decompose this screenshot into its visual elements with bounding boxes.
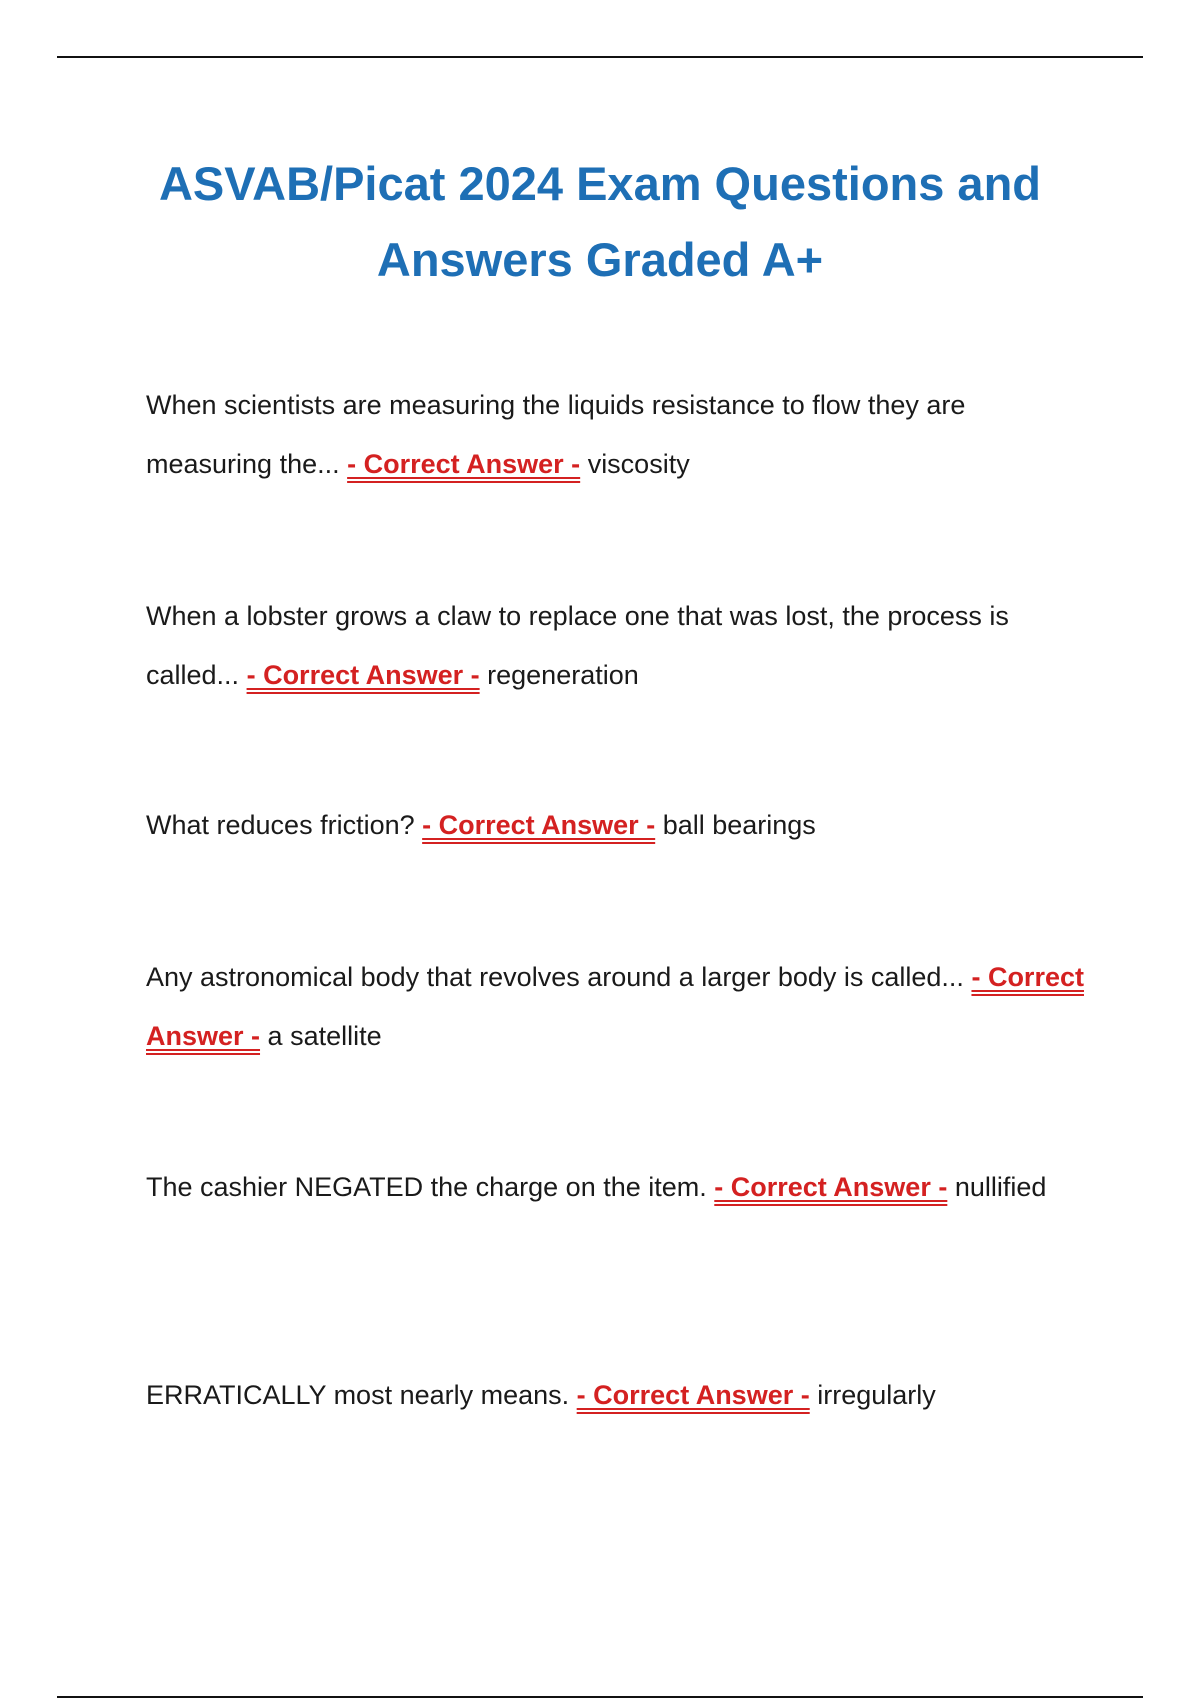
question-text: The cashier NEGATED the charge on the item. [146,1172,707,1202]
question-text: When a lobster grows a claw to replace one that was lost, the process is called... [146,601,1009,690]
qa-item-2 [146,587,1086,705]
correct-answer-marker: - Correct Answer - [422,810,656,840]
qa-item-4 [146,948,1086,1066]
qa-item-6 [146,1366,1086,1425]
qa-item-5 [146,1158,1086,1217]
answer-text: ball bearings [662,810,816,840]
correct-answer-marker: - Correct Answer - [146,962,1084,1051]
question-text: When scientists are measuring the liquids resistance to flow they are measuring the... [146,390,966,479]
question-text: ERRATICALLY most nearly means. [146,1380,570,1410]
correct-answer-marker: - Correct Answer - [714,1172,948,1202]
correct-answer-marker: - Correct Answer - [246,660,480,690]
answer-text: viscosity [587,449,690,479]
question-text: Any astronomical body that revolves around a larger body is called... [146,962,964,992]
correct-answer-marker: - Correct Answer - [347,449,581,479]
answer-text: a satellite [267,1021,382,1051]
qa-item-3 [146,796,1086,855]
answer-text: nullified [954,1172,1047,1202]
document-title: ASVAB/Picat 2024 Exam Questions and Answers Graded A+ [158,157,1041,286]
question-text: What reduces friction? [146,810,415,840]
answer-text: regeneration [487,660,639,690]
correct-answer-marker: - Correct Answer - [576,1380,810,1410]
top-rule [57,56,1143,58]
answer-text: irregularly [817,1380,936,1410]
bottom-rule [57,1696,1143,1698]
qa-item-1 [146,376,1086,494]
